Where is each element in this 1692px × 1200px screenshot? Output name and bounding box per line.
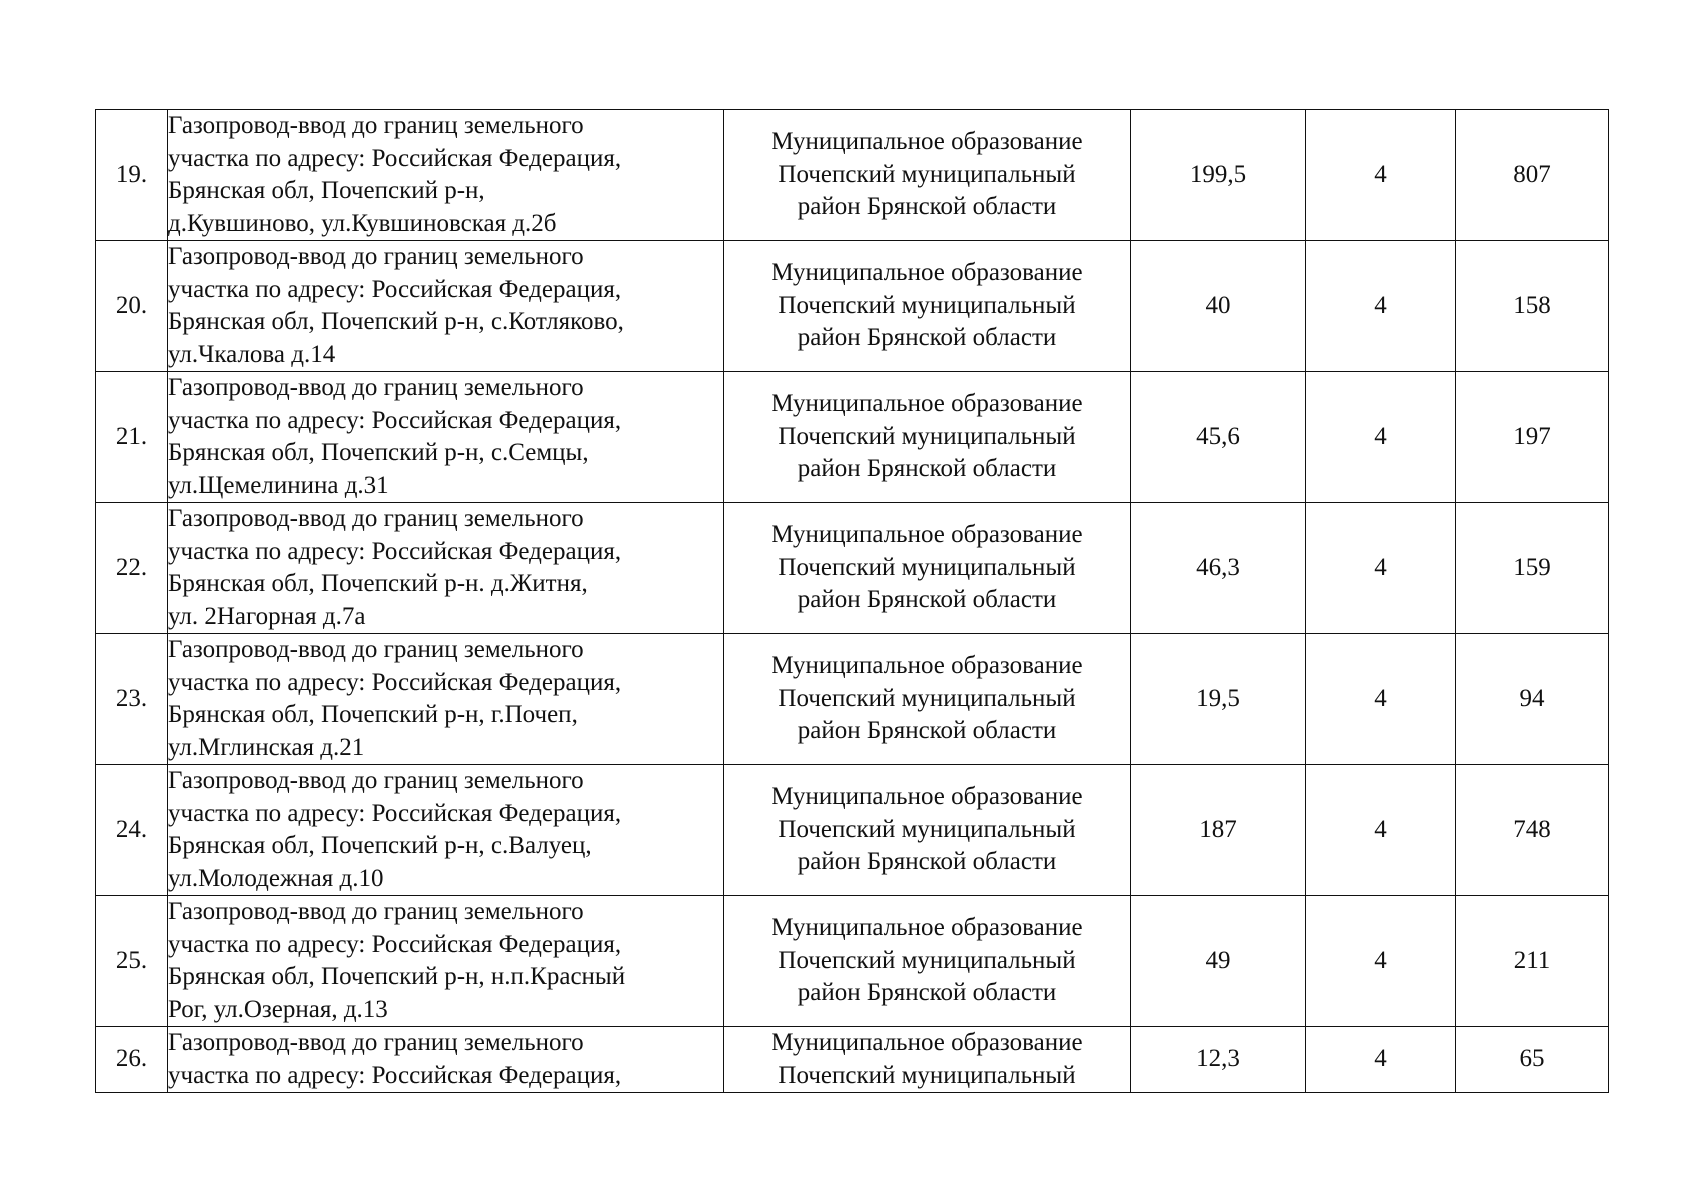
object-name-cell bbox=[168, 372, 724, 503]
object-name-cell bbox=[168, 241, 724, 372]
row-number-cell: 24. bbox=[96, 765, 168, 896]
owner-line: Муниципальное образование bbox=[771, 521, 1083, 549]
object-name-cell bbox=[168, 896, 724, 1027]
value-cell: 807 bbox=[1456, 110, 1609, 241]
object-name-line: Брянская обл, Почепский р-н, с.Котляково, bbox=[168, 308, 624, 335]
length-cell: 40 bbox=[1131, 241, 1306, 372]
row-number-cell: 20. bbox=[96, 241, 168, 372]
object-name-line: участка по адресу: Российская Федерация, bbox=[168, 1061, 622, 1089]
object-name-line: ул.Чкалова д.14 bbox=[168, 340, 336, 368]
row-number-cell: 26. bbox=[96, 1027, 168, 1093]
object-name-line: Газопровод-ввод до границ земельного bbox=[168, 505, 584, 532]
object-name-line: участка по адресу: Российская Федерация, bbox=[168, 144, 622, 172]
owner-line: район Брянской области bbox=[797, 455, 1057, 483]
object-name-line: участка по адресу: Российская Федерация, bbox=[168, 799, 622, 827]
object-name-line: Газопровод-ввод до границ земельного bbox=[168, 1029, 584, 1056]
object-name-line: Газопровод-ввод до границ земельного bbox=[168, 243, 584, 270]
pressure-cell: 4 bbox=[1306, 765, 1456, 896]
object-name-line: участка по адресу: Российская Федерация, bbox=[168, 537, 622, 565]
object-name-line: Брянская обл, Почепский р-н, г.Почеп, bbox=[168, 701, 578, 728]
table-row bbox=[96, 503, 1609, 634]
owner-line: Почепский муниципальный bbox=[778, 684, 1076, 712]
object-name-line: Брянская обл, Почепский р-н, с.Семцы, bbox=[168, 439, 589, 466]
owner-line: Почепский муниципальный bbox=[778, 422, 1076, 450]
object-name-line: участка по адресу: Российская Федерация, bbox=[168, 930, 622, 958]
gas-pipeline-table bbox=[95, 109, 1609, 1093]
table-row bbox=[96, 1027, 1609, 1093]
pressure-cell: 4 bbox=[1306, 634, 1456, 765]
owner-line: район Брянской области bbox=[797, 848, 1057, 876]
length-cell: 199,5 bbox=[1131, 110, 1306, 241]
owner-cell bbox=[724, 896, 1131, 1027]
value-cell: 197 bbox=[1456, 372, 1609, 503]
object-name-line: Газопровод-ввод до границ земельного bbox=[168, 374, 584, 401]
length-cell: 49 bbox=[1131, 896, 1306, 1027]
value-cell: 211 bbox=[1456, 896, 1609, 1027]
pressure-cell: 4 bbox=[1306, 372, 1456, 503]
value-cell: 94 bbox=[1456, 634, 1609, 765]
owner-line: Почепский муниципальный bbox=[778, 291, 1076, 319]
object-name-cell bbox=[168, 110, 724, 241]
pressure-cell: 4 bbox=[1306, 110, 1456, 241]
object-name-cell bbox=[168, 634, 724, 765]
object-name-line: ул. 2Нагорная д.7а bbox=[168, 602, 366, 630]
owner-line: Почепский муниципальный bbox=[778, 160, 1076, 188]
table-row bbox=[96, 896, 1609, 1027]
object-name-cell bbox=[168, 1027, 724, 1093]
owner-line: район Брянской области bbox=[797, 979, 1057, 1007]
table-row bbox=[96, 110, 1609, 241]
table-body bbox=[96, 110, 1609, 1093]
pressure-cell: 4 bbox=[1306, 1027, 1456, 1093]
pressure-cell: 4 bbox=[1306, 241, 1456, 372]
owner-cell bbox=[724, 241, 1131, 372]
object-name-line: Брянская обл, Почепский р-н, bbox=[168, 177, 485, 204]
owner-cell bbox=[724, 372, 1131, 503]
object-name-line: участка по адресу: Российская Федерация, bbox=[168, 406, 622, 434]
owner-line: Муниципальное образование bbox=[771, 128, 1083, 156]
object-name-line: Брянская обл, Почепский р-н. д.Житня, bbox=[168, 570, 588, 597]
owner-line: район Брянской области bbox=[797, 717, 1057, 745]
object-name-cell bbox=[168, 765, 724, 896]
length-cell: 187 bbox=[1131, 765, 1306, 896]
pressure-cell: 4 bbox=[1306, 503, 1456, 634]
length-cell: 19,5 bbox=[1131, 634, 1306, 765]
owner-cell bbox=[724, 503, 1131, 634]
object-name-line: Газопровод-ввод до границ земельного bbox=[168, 112, 584, 139]
owner-line: район Брянской области bbox=[797, 324, 1057, 352]
length-cell: 45,6 bbox=[1131, 372, 1306, 503]
owner-line: Почепский муниципальный bbox=[778, 815, 1076, 843]
object-name-line: Газопровод-ввод до границ земельного bbox=[168, 898, 584, 925]
length-cell: 12,3 bbox=[1131, 1027, 1306, 1093]
object-name-line: д.Кувшиново, ул.Кувшиновская д.2б bbox=[168, 209, 557, 237]
owner-line: Муниципальное образование bbox=[771, 652, 1083, 680]
table-row bbox=[96, 372, 1609, 503]
object-name-line: Брянская обл, Почепский р-н, с.Валуец, bbox=[168, 832, 592, 859]
pressure-cell: 4 bbox=[1306, 896, 1456, 1027]
row-number-cell: 22. bbox=[96, 503, 168, 634]
owner-line: Почепский муниципальный bbox=[778, 1061, 1076, 1089]
table-row bbox=[96, 241, 1609, 372]
owner-line: район Брянской области bbox=[797, 193, 1057, 221]
object-name-line: ул.Щемелинина д.31 bbox=[168, 471, 389, 499]
value-cell: 159 bbox=[1456, 503, 1609, 634]
owner-line: Почепский муниципальный bbox=[778, 946, 1076, 974]
row-number-cell: 19. bbox=[96, 110, 168, 241]
object-name-line: Рог, ул.Озерная, д.13 bbox=[168, 995, 388, 1023]
length-cell: 46,3 bbox=[1131, 503, 1306, 634]
object-name-line: ул.Мглинская д.21 bbox=[168, 733, 365, 761]
table-row bbox=[96, 634, 1609, 765]
owner-line: Муниципальное образование bbox=[771, 783, 1083, 811]
object-name-line: Брянская обл, Почепский р-н, н.п.Красный bbox=[168, 963, 626, 990]
object-name-cell bbox=[168, 503, 724, 634]
value-cell: 748 bbox=[1456, 765, 1609, 896]
value-cell: 158 bbox=[1456, 241, 1609, 372]
object-name-line: участка по адресу: Российская Федерация, bbox=[168, 275, 622, 303]
row-number-cell: 21. bbox=[96, 372, 168, 503]
owner-line: Муниципальное образование bbox=[771, 390, 1083, 418]
owner-line: Почепский муниципальный bbox=[778, 553, 1076, 581]
owner-cell bbox=[724, 634, 1131, 765]
object-name-line: участка по адресу: Российская Федерация, bbox=[168, 668, 622, 696]
owner-cell bbox=[724, 765, 1131, 896]
owner-cell bbox=[724, 1027, 1131, 1093]
owner-cell bbox=[724, 110, 1131, 241]
owner-line: Муниципальное образование bbox=[771, 259, 1083, 287]
row-number-cell: 25. bbox=[96, 896, 168, 1027]
object-name-line: ул.Молодежная д.10 bbox=[168, 864, 384, 892]
value-cell: 65 bbox=[1456, 1027, 1609, 1093]
table-row bbox=[96, 765, 1609, 896]
owner-line: Муниципальное образование bbox=[771, 914, 1083, 942]
row-number-cell: 23. bbox=[96, 634, 168, 765]
owner-line: район Брянской области bbox=[797, 586, 1057, 614]
owner-line: Муниципальное образование bbox=[771, 1029, 1083, 1056]
object-name-line: Газопровод-ввод до границ земельного bbox=[168, 767, 584, 794]
object-name-line: Газопровод-ввод до границ земельного bbox=[168, 636, 584, 663]
